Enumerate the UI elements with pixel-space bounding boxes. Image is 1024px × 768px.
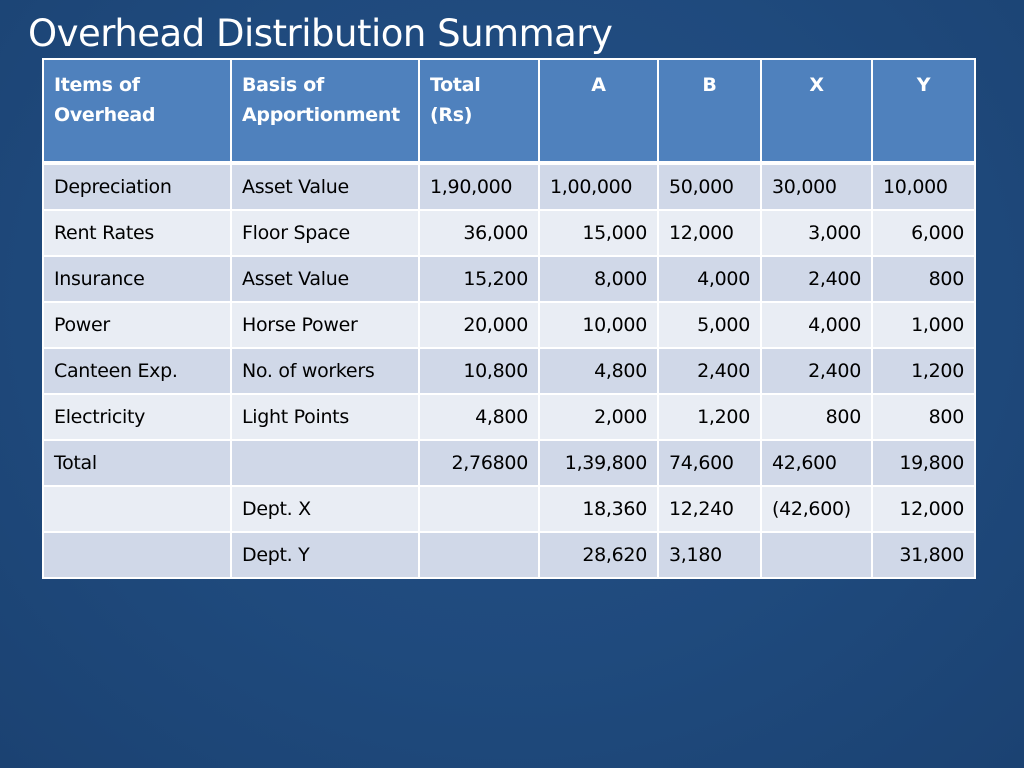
cell-b: 3,180 — [658, 532, 761, 578]
header-dept-y: Y — [872, 59, 975, 163]
cell-item: Insurance — [43, 256, 231, 302]
table-row — [43, 210, 975, 256]
cell-basis — [231, 440, 419, 486]
cell-b: 1,200 — [658, 394, 761, 440]
cell-item: Total — [43, 440, 231, 486]
table-row — [43, 302, 975, 348]
cell-b: 12,240 — [658, 486, 761, 532]
cell-y: 19,800 — [872, 440, 975, 486]
cell-total: 4,800 — [419, 394, 539, 440]
header-dept-b: B — [658, 59, 761, 163]
cell-item: Rent Rates — [43, 210, 231, 256]
cell-total: 15,200 — [419, 256, 539, 302]
cell-a: 2,000 — [539, 394, 658, 440]
cell-y: 800 — [872, 256, 975, 302]
cell-basis: Dept. Y — [231, 532, 419, 578]
table-row — [43, 348, 975, 394]
cell-y: 6,000 — [872, 210, 975, 256]
cell-y: 1,000 — [872, 302, 975, 348]
cell-a: 4,800 — [539, 348, 658, 394]
cell-x: 4,000 — [761, 302, 872, 348]
cell-b: 50,000 — [658, 163, 761, 210]
header-items-of-overhead: Items of Overhead — [43, 59, 231, 163]
cell-a: 18,360 — [539, 486, 658, 532]
table-row — [43, 163, 975, 210]
table-row — [43, 532, 975, 578]
cell-total: 20,000 — [419, 302, 539, 348]
cell-total: 36,000 — [419, 210, 539, 256]
cell-basis: Dept. X — [231, 486, 419, 532]
cell-x: (42,600) — [761, 486, 872, 532]
cell-a: 28,620 — [539, 532, 658, 578]
table-row — [43, 394, 975, 440]
cell-b: 5,000 — [658, 302, 761, 348]
cell-item — [43, 486, 231, 532]
cell-x: 42,600 — [761, 440, 872, 486]
cell-x: 2,400 — [761, 348, 872, 394]
cell-x: 2,400 — [761, 256, 872, 302]
cell-total: 2,76800 — [419, 440, 539, 486]
cell-y: 12,000 — [872, 486, 975, 532]
cell-basis: Asset Value — [231, 256, 419, 302]
table-row-total — [43, 440, 975, 486]
header-total: Total (Rs) — [419, 59, 539, 163]
cell-a: 10,000 — [539, 302, 658, 348]
cell-basis: No. of workers — [231, 348, 419, 394]
table-header-row — [43, 59, 975, 163]
cell-b: 4,000 — [658, 256, 761, 302]
cell-b: 2,400 — [658, 348, 761, 394]
header-basis-of-apportionment: Basis of Apportionment — [231, 59, 419, 163]
cell-item: Canteen Exp. — [43, 348, 231, 394]
cell-basis: Horse Power — [231, 302, 419, 348]
cell-basis: Asset Value — [231, 163, 419, 210]
cell-total — [419, 532, 539, 578]
cell-total: 1,90,000 — [419, 163, 539, 210]
cell-b: 74,600 — [658, 440, 761, 486]
cell-x: 800 — [761, 394, 872, 440]
cell-item: Depreciation — [43, 163, 231, 210]
cell-x: 3,000 — [761, 210, 872, 256]
table-row — [43, 256, 975, 302]
cell-y: 1,200 — [872, 348, 975, 394]
cell-item: Electricity — [43, 394, 231, 440]
cell-x — [761, 532, 872, 578]
cell-basis: Floor Space — [231, 210, 419, 256]
cell-basis: Light Points — [231, 394, 419, 440]
cell-total — [419, 486, 539, 532]
cell-y: 10,000 — [872, 163, 975, 210]
cell-a: 1,39,800 — [539, 440, 658, 486]
cell-y: 800 — [872, 394, 975, 440]
cell-b: 12,000 — [658, 210, 761, 256]
cell-x: 30,000 — [761, 163, 872, 210]
cell-a: 1,00,000 — [539, 163, 658, 210]
cell-a: 8,000 — [539, 256, 658, 302]
cell-item: Power — [43, 302, 231, 348]
header-dept-a: A — [539, 59, 658, 163]
cell-total: 10,800 — [419, 348, 539, 394]
cell-y: 31,800 — [872, 532, 975, 578]
overhead-distribution-table — [42, 58, 976, 579]
cell-item — [43, 532, 231, 578]
slide-title: Overhead Distribution Summary — [28, 12, 613, 55]
cell-a: 15,000 — [539, 210, 658, 256]
header-dept-x: X — [761, 59, 872, 163]
table-row — [43, 486, 975, 532]
